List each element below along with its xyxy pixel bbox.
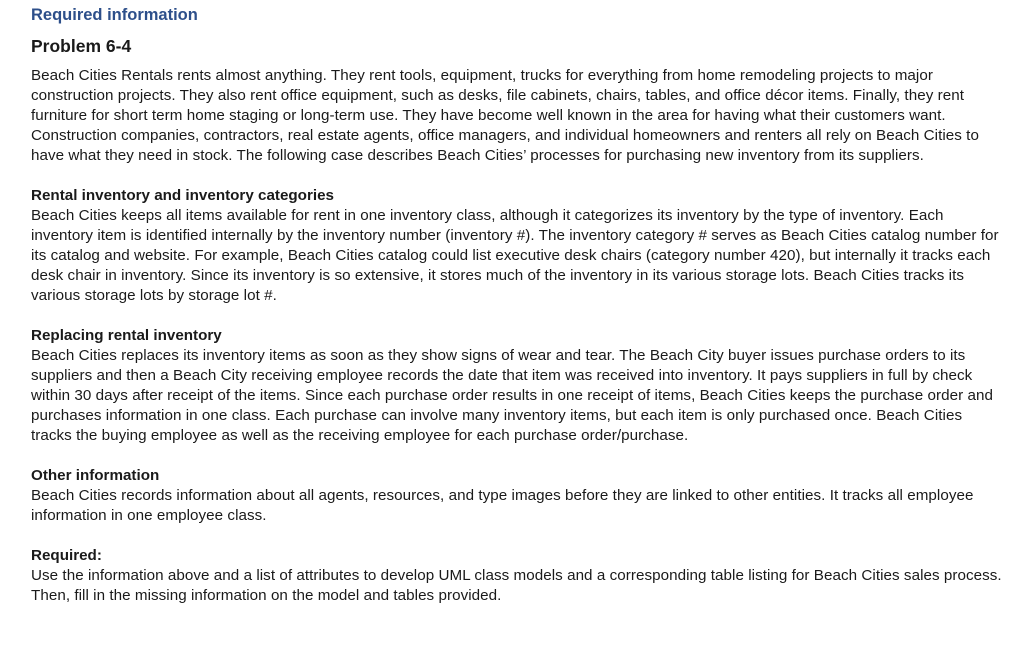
problem-content [31,5,1006,606]
intro-paragraph: Beach Cities Rentals rents almost anything. They rent tools, equipment, trucks for everything from home remodeling projects to major construction projects. They also rent office equipment, such as desks, file cabinets, chairs, tables, and office décor items. Finally, they rent furniture for short term home staging or long-term use. They have become well known in the area for having what their customers want. Construction companies, contractors, real estate agents, office managers, and individual homeowners and renters all rely on Beach Cities to have what they need in stock. The following case describes Beach Cities’ processes for purchasing new inventory from its suppliers. [31,67,979,164]
section-heading: Other information [31,467,160,484]
section-paragraph: Use the information above and a list of attributes to develop UML class models and a corresponding table listing for Beach Cities sales process. Then, fill in the missing information on the model and tables provided. [31,567,1002,604]
section-heading: Replacing rental inventory [31,327,222,344]
section-paragraph: Beach Cities replaces its inventory items as soon as they show signs of wear and tear. The Beach City buyer issues purchase orders to its suppliers and then a Beach City receiving employee records the date that item was received into inventory. It pays suppliers in full by check within 30 days after receipt of the items. Since each purchase order results in one receipt of items, Beach Cities keeps the purchase order and purchases information in one class. Each purchase can involve many inventory items, but each item is only purchased once. Beach Cities tracks the buying employee as well as the receiving employee for each purchase order/purchase. [31,347,993,444]
section-required [31,546,1006,606]
section-rental-inventory [31,186,1006,306]
section-replacing-inventory [31,326,1006,446]
section-other-information [31,466,1006,526]
problem-title: Problem 6-4 [31,36,132,56]
section-heading: Rental inventory and inventory categories [31,187,334,204]
required-information-label: Required information [31,6,198,24]
section-heading: Required: [31,547,102,564]
section-paragraph: Beach Cities keeps all items available for rent in one inventory class, although it categorizes its inventory by the type of inventory. Each inventory item is identified internally by the inventory number (inventory #). The inventory category # serves as Beach Cities catalog number for its catalog and website. For example, Beach Cities catalog could list executive desk chairs (category number 420), but internally it tracks each desk chair in inventory. Since its inventory is so extensive, it stores much of the inventory in its various storage lots. Beach Cities tracks its various storage lots by storage lot #. [31,207,999,304]
section-paragraph: Beach Cities records information about all agents, resources, and type images before they are linked to other entities. It tracks all employee information in one employee class. [31,487,974,524]
